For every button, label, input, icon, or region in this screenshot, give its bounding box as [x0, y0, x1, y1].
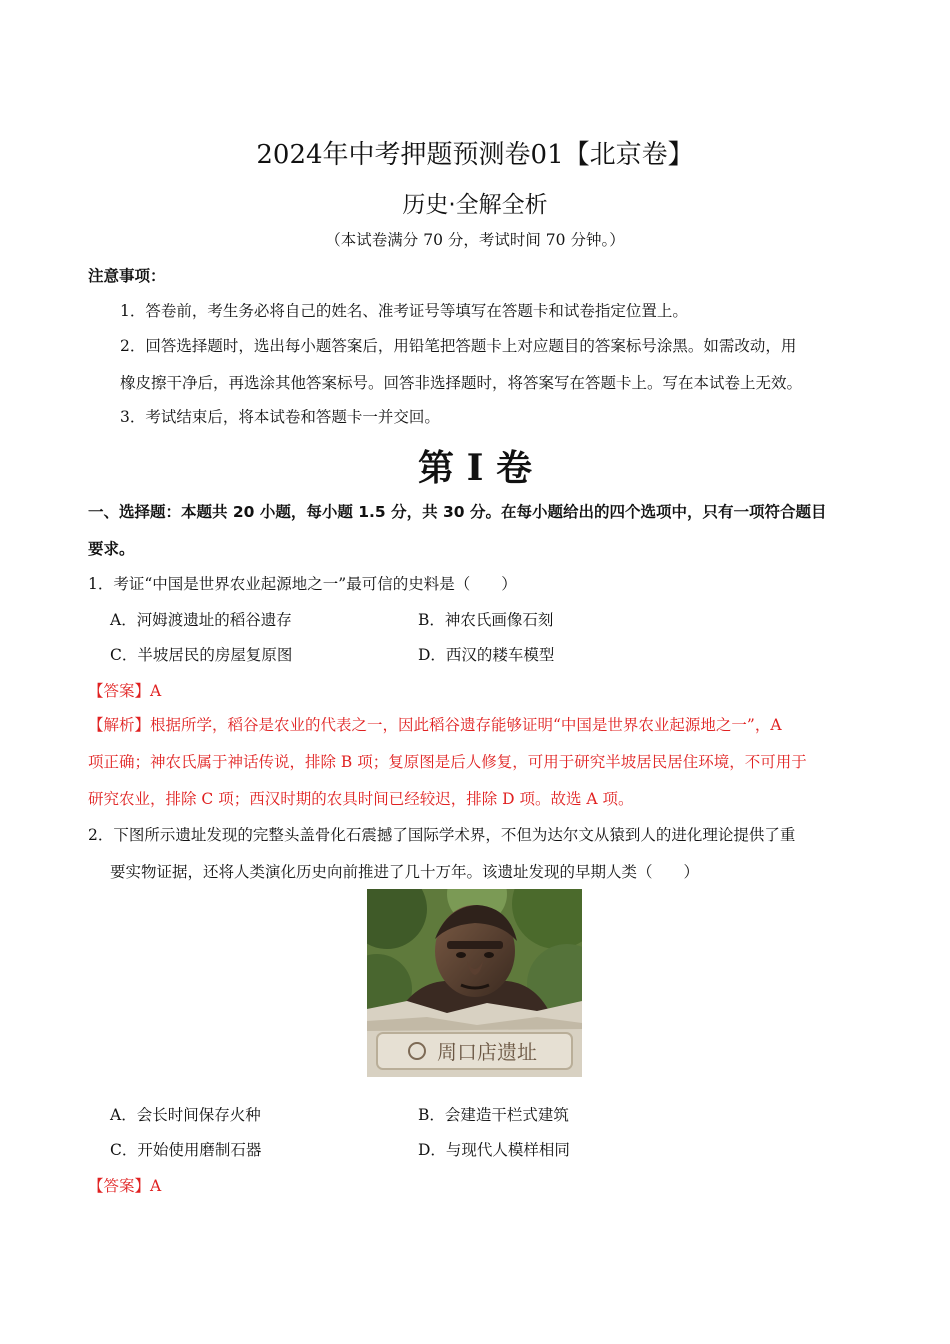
option-b: B．神农氏画像石刻	[418, 611, 554, 629]
notice-heading: 注意事项：	[88, 267, 166, 285]
question-stem: 1．考证“中国是世界农业起源地之一”最可信的史料是（ ）	[88, 575, 517, 593]
option-c: C．开始使用磨制石器	[110, 1141, 262, 1159]
notice-item: 橡皮擦干净后，再选涂其他答案标号。回答非选择题时，将答案写在答题卡上。写在本试卷上无效。	[120, 374, 803, 392]
notice-item: 3．考试结束后，将本试卷和答题卡一并交回。	[120, 408, 440, 426]
question-stem: 2．下图所示遗址发现的完整头盖骨化石震撼了国际学术界，不但为达尔文从猿到人的进化理论提供了重	[88, 826, 796, 844]
notice-item: 1．答卷前，考生务必将自己的姓名、准考证号等填写在答题卡和试卷指定位置上。	[120, 302, 688, 320]
section-heading: 一、选择题：本题共 20 小题，每小题 1.5 分，共 30 分。在每小题给出的四个选项中，只有一项符合题目	[88, 503, 827, 521]
analysis-text: 研究农业，排除 C 项；西汉时期的农具时间已经较迟，排除 D 项。故选 A 项。	[88, 790, 634, 808]
question-stem-cont: 要实物证据，还将人类演化历史向前推进了几十万年。该遗址发现的早期人类（ ）	[110, 863, 700, 881]
option-a: A．会长时间保存火种	[110, 1106, 261, 1124]
answer-label: 【答案】A	[88, 682, 162, 700]
option-b: B．会建造干栏式建筑	[418, 1106, 569, 1124]
analysis-text: 【解析】根据所学，稻谷是农业的代表之一，因此稻谷遗存能够证明“中国是世界农业起源地之一”，A	[88, 716, 782, 734]
answer-label: 【答案】A	[88, 1177, 162, 1195]
section-heading-cont: 要求。	[88, 540, 135, 558]
option-c: C．半坡居民的房屋复原图	[110, 646, 293, 664]
photo-inscription: 周口店遗址	[437, 1040, 537, 1064]
zhoukoudian-photo	[367, 889, 582, 1077]
notice-item: 2．回答选择题时，选出每小题答案后，用铅笔把答题卡上对应题目的答案标号涂黑。如需改动，用	[120, 337, 797, 355]
page-subtitle: 历史·全解全析	[402, 192, 548, 218]
exam-meta: （本试卷满分 70 分，考试时间 70 分钟。）	[325, 231, 625, 249]
analysis-text: 项正确；神农氏属于神话传说，排除 B 项；复原图是后人修复，可用于研究半坡居民居住环境，不可用于	[88, 753, 807, 771]
page-title: 2024年中考押题预测卷01【北京卷】	[256, 140, 694, 170]
volume-heading: 第 I 卷	[418, 447, 532, 489]
option-a: A．河姆渡遗址的稻谷遗存	[110, 611, 292, 629]
option-d: D．西汉的耧车模型	[418, 646, 555, 664]
option-d: D．与现代人模样相同	[418, 1141, 570, 1159]
